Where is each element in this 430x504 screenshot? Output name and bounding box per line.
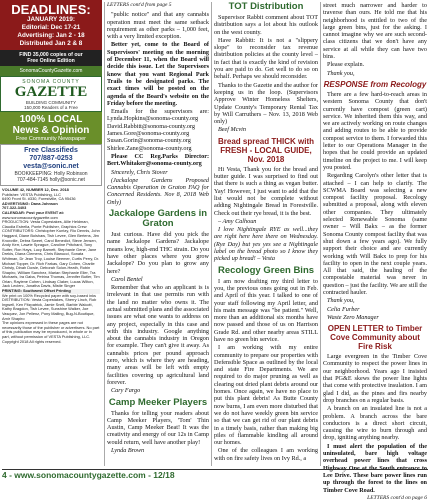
letter-paragraph: Please CC Reg.Parks Director: Bert.Whitaker@sonoma-county.org bbox=[107, 152, 209, 168]
local-news-caption: Free Community Newspaper bbox=[16, 136, 86, 142]
letter-paragraph: Thanks for telling your readers about Camp Meeker Players, 'Tom' Thin Austin, Camp Meeker Beat! It was the creativity and energy of our 12s in Camp would return, well have another play! bbox=[107, 409, 209, 446]
letter-signature: Beef Mcvin bbox=[218, 126, 246, 134]
letters-column-2 bbox=[214, 2, 318, 463]
local-news-box bbox=[0, 112, 102, 144]
local-news-title: 100% LOCAL bbox=[19, 114, 83, 125]
letter-paragraph: Remember that who an applicant is is irrelevant in that use permits run with the land no matter who owns it. The actual submitted plans and the associated issues are what one wants to address on any project, especially in this case and with this industry. Google anything about the cannabis industry in Oregon for example. They can't give it away. As cannabis prices per pound approach zero, which is where they are heading, many areas will be left with empty facilities covering up agricultural land forever. bbox=[107, 284, 209, 386]
disclaimer: The opinions expressed in these pages are not necessarily those of the publisher or advertisers. No part of this publication may be reproduced, in whole or in part, without permission of VESTA Publishing, LLC. Copyright 2018 All rights reserved. bbox=[2, 320, 100, 344]
letter-source-note: (Jackalope Gardens Proposed Cannabis Operation in Graton FAQ for Concerned Residents. Nov 8, 2018 Web Only) bbox=[107, 176, 209, 206]
local-news-subtitle: News & Opinion bbox=[12, 125, 90, 136]
masthead-details bbox=[0, 186, 102, 346]
letter-paragraph: Supervisor Rabbit comment about TOT distribution says a lot about his outlook on the west county. bbox=[214, 14, 318, 36]
letter-signature: Lynda Brown bbox=[111, 447, 145, 455]
letter-paragraph: I am now drafting my third letter to you, the previous ones going out in Feb. and April of this year. I talked to one of your staff following my April letter, and his main message was "be patient." Well, more than an additional six months have now passed and those of us on Harrison Grade Rd. and other nearby areas STILL have no green bin service. bbox=[214, 277, 318, 343]
classifieds-email[interactable]: vesta@sonic.net bbox=[23, 163, 79, 170]
page-footer bbox=[2, 469, 428, 481]
advertising-line: ADVERTISING: Dana Johnson bbox=[2, 200, 58, 206]
letter-paragraph: "public notice" and that any cannabis operation must meet the same setback requirement as other parks – 1,000 feet, with a very limited exception. bbox=[107, 11, 209, 41]
contributors-credits: CONTRIBUTORS: Christopher Kuntzy, Rio Dennis, John Haggard, Diane Bolshaw, Tish Levee, Glen Bertens, Jim Knoxville, Debra Sweet, Carol Benedict, Steve Jensen, Andy Kerr, Lawrie Sprague, Caroline Pritchard, Tony Sutter, Ron Hays, Lucy Barnett, Stephanie Gene, Jane Drekis, Diana Clemens, Chris Bianucci, Sonata Whitman, Dr Jean Troy, Louise Beemer, Curtis Perry, Dr. Michael Topper, Dr. Rich Farkas, Gary Cohen, Charlie Christy, Dinah Dowle, Deborah Solon-Heath, Robin Shapiro, William Sanchez, Marian Stephanie Eller, Tra Michaels, Ira Gaba, Petrina Thomas, Jennifer Butler, Tim Orlan, Raylene Cohen, Lindsay Claker, Lucas Wilton, Jack Leclerc, Jonatha Davis, Mistie Singer bbox=[2, 228, 100, 289]
letter-headline: Jackalope Gardens in Graton bbox=[108, 208, 208, 230]
classifieds-phone: 707/887-0253 bbox=[29, 155, 73, 162]
letter-headline: Bread spread THICK with FRESH - LOCAL GUIDE, Nov. 2018 bbox=[217, 136, 314, 164]
letter-paragraph: Hi Vesta, Thank you for the bread and butter guide. I was surprised to find out that there is such a thing as vegan butter. Yay! However, I just want to add that the list would not be complete without adding Nightingale Bread in Forestville. Check out their rye bread, it is the best. bbox=[214, 165, 318, 217]
bookkeeping-contact: 707-484-7145 holly@sonic.net bbox=[17, 177, 85, 183]
letter-paragraph: A branch on an insulated line is not a problem. A branch across the bare conductors is a direct short circuit, causing the wire to burn through and drop, igniting anything nearby. bbox=[323, 405, 427, 442]
deadline-advertising: Advertising: Jan 2 - 18 bbox=[17, 32, 85, 39]
letter-paragraph: I love Nightingale RYE as well...they are right here here there on Wednesday. (Rye Day) but yes yes see a Nightingale label on the bread photo so I know they picked up bread! – Vesta bbox=[214, 226, 318, 263]
letters-column-1 bbox=[107, 2, 209, 455]
logo-main-text: GAZETTE bbox=[14, 84, 88, 100]
printing-note: We print on 100% Recycled paper with soy-based inks bbox=[2, 292, 97, 298]
production-credits: PRODUCTION: Vesta Copestakes, Allie Heldman, Claudia Estrella, Ponte Publisher, Graphics Crew bbox=[2, 219, 89, 229]
letter-paragraph: Just curious. Have did you pick the name Jackalope Gardens? Jackalope means low, high-end THC strain. Do you have other places where you grow Jackalope? Do you plan to grow any here? bbox=[107, 231, 209, 275]
address-line: 6490 Front St. #330, Forestville, CA 95436 bbox=[2, 196, 76, 202]
continued-on: LETTERS cont'd on page 6 bbox=[367, 494, 427, 501]
classifieds-title: Free Classifieds bbox=[24, 147, 78, 154]
letter-paragraph: Please explain. bbox=[327, 61, 365, 69]
advertising-phone: 707-322-3403 bbox=[2, 205, 27, 211]
publisher-line: Publisher: VESTA Publishing, LLC bbox=[2, 191, 61, 197]
logo-readers-text: 150,000 Readers of a Free bbox=[24, 105, 78, 110]
deadlines-month: JANUARY 2019: bbox=[27, 16, 75, 23]
letters-column-3 bbox=[323, 2, 427, 504]
copies-url[interactable]: SonomaCountyGazette.com bbox=[0, 66, 102, 76]
copies-line: FIND 35,000 copies of our bbox=[19, 52, 83, 58]
calendar-url[interactable]: www.sonomacountygazette.com bbox=[2, 214, 58, 220]
letter-headline: Recology Green Bins bbox=[217, 264, 315, 276]
letter-paragraph: street much narrower and harder to traverse than ours. He told me that his neighborhood is entitled to two of the large green bins, just for the asking. I cannot imagine why we are such second-class citizens that we don't have any service at all while they can have two bins. bbox=[323, 2, 427, 61]
letter-signature: Celia Furber bbox=[327, 305, 360, 313]
letter-paragraph: One of the colleagues I am working with on fire safety lives on Ivy Rd., a bbox=[214, 447, 318, 462]
letter-signature: Thank you, bbox=[327, 69, 355, 77]
logo-top-text: SONOMA COUNTY bbox=[22, 79, 80, 85]
letter-paragraph: Have Rabbitt: It is not a "slippery slope" to reconsider tax revenue distribution policies at the county level – in fact that is exactly the kind of revision you are paid to do. Get well to do so on behalf. Perhaps we should reconsider. bbox=[214, 36, 318, 81]
continued-from: LETTERS cont'd from page 5 bbox=[107, 2, 172, 8]
letter-paragraph: I am working with my entire community to prepare our properties with Defensible Space as outlined by the local and state Fire Departments. We are required to do major pruning as well as clearing out dried plant debris around our homes. Once again, we have no place to put this plant debris! As Butte County now burns, I am even more disturbed that we do not have weekly green bin service so that we can get rid of our plant debris in a timely basis, rather than making big piles of flammable kindling all around our homes. bbox=[214, 344, 318, 447]
letter-paragraph: Regarding Carolyn's other letter that is attached – I can help to clarify. The SCWMA Board was selecting a new compost facility proposal. Recology submitted a proposal, along with eleven other companies. They ultimately selected Renewable Sonoma (same owner – Will Bakx – as the former Sonoma County compost facility that was shut down a few years ago). We fully support their choice and are currently working with Will Bakx to prep for his facility to open in the next couple years. All that said, the hauling of the compostable material was never in question – just the facility. We are still the contracted hauler. bbox=[323, 172, 427, 296]
column-divider bbox=[320, 2, 321, 466]
letter-paragraph: Large evergreen in the Timber Cove Community to respect the power lines in our neighborhood. Years ago I insisted that PG&E skews the power line lights that come with protective insulation. I am glad I did, as the pines and firs nearby drop branches on a regular basis. bbox=[323, 353, 427, 404]
classifieds-box bbox=[0, 144, 102, 186]
copies-line-2: Free Online Edition bbox=[27, 58, 75, 64]
letter-signature: Carol Bentel bbox=[111, 275, 143, 283]
letter-paragraph: Better yet, come to the Board of Supervisors' meeting on the morning of December 11, when the Board will decide this issue. Let the Supervisors know that you want Regional Park Trails to be designated parks. The exact times will be posted on the agenda of the Board's website on the Friday before the meeting. bbox=[107, 41, 209, 107]
letter-headline: OPEN LETTER to Timber Cove Community about Fire Risk bbox=[327, 324, 423, 352]
gazette-logo bbox=[0, 76, 102, 112]
logo-sub-text: BUILDING COMMUNITY bbox=[25, 100, 77, 105]
letter-headline: TOT Distribution bbox=[228, 1, 304, 12]
masthead-sidebar bbox=[0, 0, 102, 468]
letter-paragraph: Thanks to the Gazette and the author for keeping us in the loop. (Supervisors Approve Winter Homeless Shelters, Update County's Temporary Rental Tax by Will Carruthers – Nov. 13, 2018 Web only) bbox=[214, 81, 318, 126]
column-divider bbox=[211, 2, 212, 466]
letter-headline: RESPONSE from Recology bbox=[323, 79, 427, 89]
letter-signature: Cary Fargo bbox=[111, 387, 141, 395]
letter-signature: Waste Zero Manager bbox=[327, 313, 379, 321]
deadline-distribution: Distributed Jan 2 & 8 bbox=[19, 40, 83, 47]
bookkeeping-line: BOOKKEEPING: Holly Robinson bbox=[14, 171, 88, 177]
printing-line: PRINTING: Southwest Offset Printing bbox=[2, 288, 71, 294]
deadlines-box bbox=[0, 0, 102, 50]
volume-line: VOLUME 42, NUMBER 12, Dec. 2018 bbox=[2, 187, 69, 192]
copies-bar bbox=[0, 50, 102, 66]
letter-paragraph: I must alert the population of the uninsulated, bare high voltage overhead power lines that cross Highway One at the South entrance to Lee Drive. These bare power lines run up through the forest to the lines on Timber Cove Road. bbox=[323, 442, 427, 494]
letter-signature: Sincerely, Chris Stover bbox=[111, 168, 168, 176]
deadline-editorial: Editorial: Dec 17-21 bbox=[21, 24, 81, 31]
letter-signature: – Amy Calhoun bbox=[218, 217, 257, 225]
letter-paragraph: There are a few hard-to-reach areas in western Sonoma County that don't currently have compost (green cart) service. We inherited them this way, and we are actively working on route changes and adding routes to be able to provide compost service to them. I forwarded this letter to our Operations Manager in the hopes that he could provide an updated timeline on the project to me. I will keep you posted. bbox=[323, 90, 427, 171]
letter-paragraph: Emails for the supervisors are: Lynda.Hopkins@sonoma-county.org David.Rabbitt@sonoma-county.org James.Gore@sonoma-county.org Susan.Gorin@sonoma-county.org Shirlee.Zane@sonoma-county.org bbox=[107, 108, 209, 152]
column-divider bbox=[104, 2, 105, 466]
calendar-line: CALENDAR: Post your EVENT at: bbox=[2, 209, 65, 215]
deadlines-title: DEADLINES: bbox=[11, 2, 91, 17]
letter-signature: Thank you, bbox=[327, 297, 355, 305]
letter-headline: Camp Meeker Players bbox=[108, 396, 208, 408]
footer-folio: 4 - www.sonomacountygazette.com - 12/18 bbox=[2, 470, 175, 480]
distribution-credits: DISTRIBUTION: Vesta Copestakes, Sherry Linch, Rob Ingwell, Ken Fitzpatrick, Jamie Snell, Barbie Walcott, Kathy Bragdon, Tish Levee, Sunshine Walker, Joe Vasquez, Jon Pellenz, Pony Mailing, Bug-N-Boutique, Amir Shapiro bbox=[2, 297, 97, 321]
